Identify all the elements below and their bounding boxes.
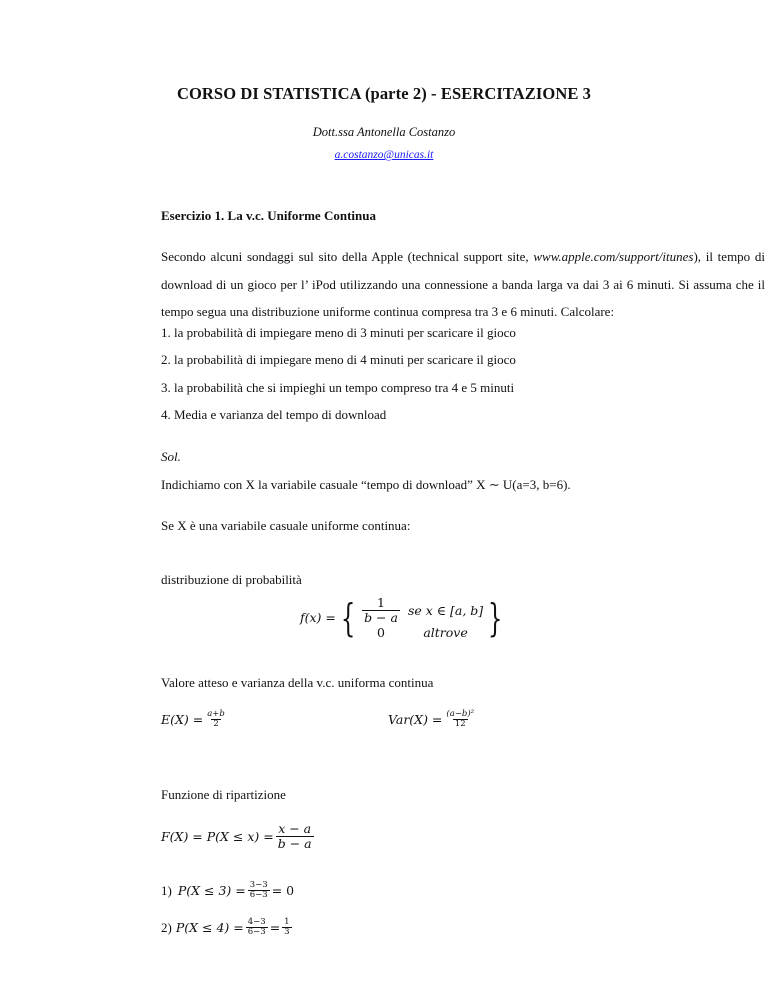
solution-label: Sol. bbox=[161, 449, 181, 464]
variance-lhs: Var(X) = bbox=[388, 712, 443, 728]
right-brace-glyph: } bbox=[487, 595, 503, 640]
question-3: 3. la probabilità che si impieghi un tempo compreso tra 4 e 5 minuti bbox=[161, 380, 515, 395]
variance-fraction bbox=[444, 710, 476, 730]
exercise-intro bbox=[161, 243, 765, 326]
expectation-label: Valore atteso e varianza della v.c. uniforma continua bbox=[161, 675, 434, 690]
pdf-condition-2: altrove bbox=[423, 624, 468, 640]
expectation-denominator: 2 bbox=[213, 719, 219, 730]
result-2-equals: = bbox=[269, 920, 281, 936]
intro-text-pre: Secondo alcuni sondaggi sul sito della Apple (technical support site, bbox=[161, 249, 534, 264]
result-1-lhs: P(X ≤ 3) = bbox=[177, 883, 246, 899]
variance-formula bbox=[388, 710, 478, 730]
result-2-denominator: 6−3 bbox=[247, 927, 266, 938]
distribution-label: distribuzione di probabilità bbox=[161, 572, 302, 587]
intro-url: www.apple.com/support/itunes bbox=[533, 249, 694, 264]
solution-line-1: Indichiamo con X la variabile casuale “tempo di download” X ∼ U(a=3, b=6). bbox=[161, 477, 571, 492]
exercise-heading: Esercizio 1. La v.c. Uniforme Continua bbox=[161, 208, 376, 223]
result-2-numerator: 4−3 bbox=[247, 917, 266, 927]
result-2-result-numerator: 1 bbox=[284, 917, 290, 927]
intro-text-post: ), il tempo di download di un gioco per l’ iPod utilizzando una connessione a banda larga va dai 3 ai 6 minuti. Si assuma che il tempo segua una distribuzione uniforme continua compresa tra 3 e 6 minuti. Calcolare: bbox=[161, 249, 765, 319]
pdf-numerator: 1 bbox=[377, 595, 385, 610]
expectation-lhs: E(X) = bbox=[161, 712, 204, 728]
result-2 bbox=[161, 918, 294, 938]
email-link[interactable]: a.costanzo@unicas.it bbox=[334, 149, 434, 161]
pdf-lhs: f(x) = bbox=[300, 610, 336, 626]
pdf-formula bbox=[300, 596, 507, 640]
expectation-numerator: a+b bbox=[207, 709, 225, 719]
cdf-lhs: F(X) = P(X ≤ x) = bbox=[161, 828, 274, 844]
pdf-denominator: b − a bbox=[364, 609, 398, 625]
result-1-fraction bbox=[248, 881, 270, 901]
result-1 bbox=[161, 881, 294, 901]
result-1-denominator: 6−3 bbox=[249, 890, 268, 901]
cdf-fraction bbox=[276, 822, 314, 851]
cdf-numerator: x − a bbox=[278, 821, 312, 836]
pdf-fraction bbox=[362, 596, 400, 625]
question-4: 4. Media e varianza del tempo di download bbox=[161, 407, 387, 422]
document-title: CORSO DI STATISTICA (parte 2) - ESERCITAZIONE 3 bbox=[176, 84, 592, 103]
result-1-label: 1) bbox=[161, 882, 172, 898]
result-2-result-denominator: 3 bbox=[284, 927, 290, 938]
cdf-denominator: b − a bbox=[277, 835, 312, 851]
author-name: Dott.ssa Antonella Costanzo bbox=[312, 125, 456, 139]
author-email bbox=[0, 149, 768, 161]
pdf-condition-1: se x ∈ [a, b] bbox=[407, 602, 484, 618]
pdf-cases bbox=[360, 596, 483, 640]
expectation-fraction bbox=[205, 710, 227, 730]
variance-denominator: 12 bbox=[454, 719, 466, 730]
expectation-formula bbox=[161, 710, 229, 730]
result-2-result-fraction bbox=[282, 918, 291, 938]
variance-numerator: (a−b)² bbox=[446, 709, 475, 719]
pdf-zero: 0 bbox=[377, 624, 385, 640]
result-1-value: = 0 bbox=[271, 883, 295, 899]
left-brace-glyph: { bbox=[340, 595, 356, 640]
cdf-formula bbox=[161, 822, 316, 851]
result-2-lhs: P(X ≤ 4) = bbox=[175, 920, 244, 936]
question-1: 1. la probabilità di impiegare meno di 3 minuti per scaricare il gioco bbox=[161, 325, 516, 340]
solution-line-2: Se X è una variabile casuale uniforme continua: bbox=[161, 518, 411, 533]
question-2: 2. la probabilità di impiegare meno di 4 minuti per scaricare il gioco bbox=[161, 352, 516, 367]
result-2-label: 2) bbox=[161, 919, 172, 935]
result-2-fraction bbox=[246, 918, 268, 938]
result-1-numerator: 3−3 bbox=[249, 880, 268, 890]
cdf-label: Funzione di ripartizione bbox=[161, 787, 286, 802]
